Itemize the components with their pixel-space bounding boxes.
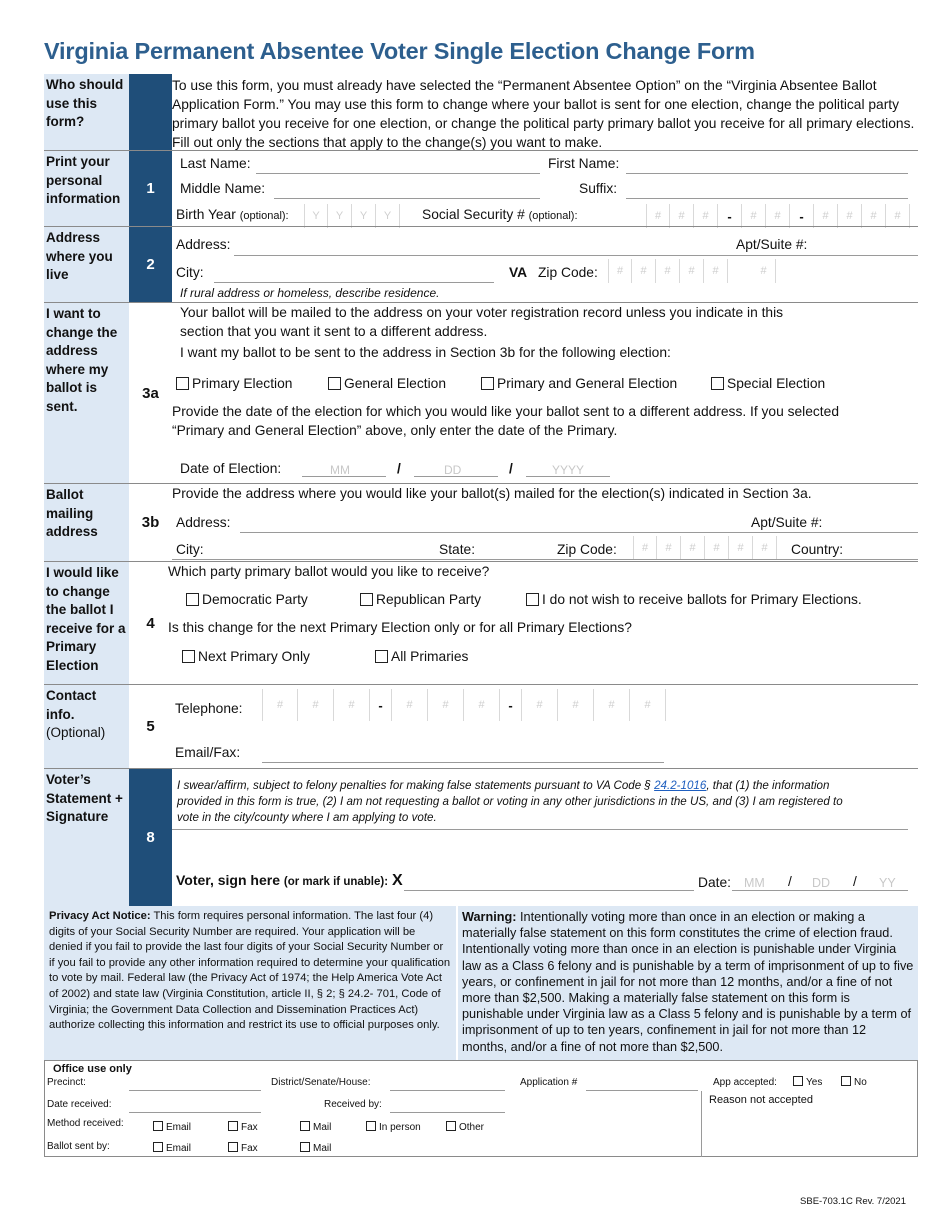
precinct-label: Precinct: <box>47 1077 86 1088</box>
zip-digit-box[interactable]: # <box>632 259 656 283</box>
ssn-dash: - <box>790 204 814 228</box>
section-label: Ballot mailing address <box>44 484 129 561</box>
option-label: Next Primary Only <box>198 649 310 664</box>
birth-year-text: Birth Year <box>176 207 236 222</box>
phone-digit-box[interactable]: # <box>392 689 428 721</box>
checkbox[interactable] <box>481 377 494 390</box>
method-received-label: Method received: <box>47 1118 124 1129</box>
ssn-digit-box[interactable]: # <box>766 204 790 228</box>
phone-digit-box[interactable]: # <box>522 689 558 721</box>
ssn-digit-box[interactable]: # <box>838 204 862 228</box>
apt-label: Apt/Suite #: <box>751 515 823 530</box>
ssn-digit-box[interactable]: # <box>742 204 766 228</box>
city-field[interactable] <box>214 282 494 283</box>
section-label: Who should use this form? <box>44 74 129 150</box>
office-title: Office use only <box>53 1063 132 1075</box>
ballot-mail-paragraph-1b: section that you want it sent to a different address. <box>180 324 488 339</box>
no-label: No <box>854 1077 867 1088</box>
contact-label: Contact info. <box>46 688 97 722</box>
method-in-person[interactable] <box>366 1121 421 1133</box>
warning-heading: Warning: <box>462 910 517 924</box>
sent-fax[interactable] <box>228 1142 258 1154</box>
section-contact-info <box>44 684 918 768</box>
checkbox[interactable] <box>300 1121 310 1131</box>
first-name-label: First Name: <box>548 156 620 171</box>
address-label: Address: <box>176 237 231 252</box>
address-label: Address: <box>176 515 231 530</box>
ssn-optional: (optional): <box>528 210 578 222</box>
method-label: Fax <box>241 1143 258 1154</box>
birth-year-optional: (optional): <box>239 210 289 222</box>
method-label: Email <box>166 1122 192 1133</box>
va-code-link[interactable]: 24.2-1016 <box>654 779 707 792</box>
zip-separator <box>728 259 752 283</box>
option-democratic[interactable] <box>186 592 308 607</box>
checkbox[interactable] <box>153 1121 163 1131</box>
privacy-text: This form requires personal information. The last four (4) digits of your Social Security Number are required. Your application will be denied if you fail to provide the last four digits of your Social Security Number or if you fail to provide any other information required to determine your qualification to vote by mail. Federal law (the Privacy Act of 1974; the Help America Vote Act of 2002) and state law (Virginia Constitution, article II, § 2; § 24.2- 701, Code of Virginia; the Government Data Collection and Dissemination Practices Act) authorize collecting this information and restrict its use to official purposes only. <box>49 910 451 1032</box>
option-label: General Election <box>344 376 447 391</box>
checkbox[interactable] <box>526 593 539 606</box>
oath-part-a: I swear/affirm, subject to felony penalties for making false statements pursuant to VA Code § <box>177 779 651 792</box>
option-republican[interactable] <box>360 592 481 607</box>
district-label: District/Senate/House: <box>271 1077 371 1088</box>
sign-date-month: MM <box>744 876 765 890</box>
option-next-primary[interactable] <box>182 649 310 664</box>
accepted-no[interactable] <box>841 1076 867 1088</box>
email-label: Email/Fax: <box>175 745 241 760</box>
section-voter-statement <box>44 768 918 906</box>
sent-mail[interactable] <box>300 1142 331 1154</box>
checkbox[interactable] <box>228 1121 238 1131</box>
received-by-field[interactable] <box>390 1112 505 1113</box>
zip-digit-box[interactable]: # <box>752 259 776 283</box>
section-content <box>172 151 918 226</box>
date-day-placeholder: DD <box>444 463 462 477</box>
option-all-primaries[interactable] <box>375 649 468 664</box>
telephone-boxes[interactable] <box>262 689 666 721</box>
section-number-block <box>129 74 172 150</box>
zip-digit-box[interactable]: # <box>681 536 705 560</box>
zip-digit-box[interactable]: # <box>656 259 680 283</box>
phone-digit-box[interactable]: # <box>262 689 298 721</box>
section-content <box>172 769 918 906</box>
date-received-field[interactable] <box>129 1112 261 1113</box>
option-primary-and-general[interactable] <box>481 374 677 393</box>
section-content <box>168 562 918 684</box>
contact-optional-label: (Optional) <box>46 725 106 740</box>
ssn-digit-box[interactable]: # <box>814 204 838 228</box>
method-label: Email <box>166 1143 192 1154</box>
option-special-election[interactable] <box>711 374 825 393</box>
phone-digit-box[interactable]: # <box>298 689 334 721</box>
method-label: Mail <box>313 1122 332 1133</box>
checkbox[interactable] <box>328 377 341 390</box>
zip-digit-box[interactable]: # <box>753 536 777 560</box>
zip-digit-box[interactable]: # <box>633 536 657 560</box>
oath-part-c: provided in this form is true, (2) I am not requesting a ballot or voting in any other jurisdictions in the US, and (3) I am registered to <box>177 795 843 808</box>
election-date-paragraph-b: “Primary and General Election” above, only enter the date of the Primary. <box>172 423 618 438</box>
checkbox[interactable] <box>186 593 199 606</box>
last-name-field[interactable] <box>256 173 540 174</box>
checkbox[interactable] <box>182 650 195 663</box>
state-label: State: <box>439 542 476 557</box>
section-content <box>172 303 918 483</box>
section-label: Print your personal information <box>44 151 129 226</box>
section-number: 8 <box>129 769 172 906</box>
section-label: Voter’s Statement + Signature <box>44 769 129 906</box>
zip-label: Zip Code: <box>557 542 617 557</box>
privacy-heading: Privacy Act Notice: <box>49 910 151 922</box>
method-label: Fax <box>241 1122 258 1133</box>
suffix-label: Suffix: <box>579 181 618 196</box>
telephone-label: Telephone: <box>175 701 243 716</box>
middle-name-field[interactable] <box>274 198 540 199</box>
section-content <box>172 685 918 768</box>
option-label: Primary and General Election <box>497 376 678 391</box>
option-label: Primary Election <box>192 376 293 391</box>
email-field[interactable] <box>262 762 664 763</box>
section-number: 4 <box>146 614 155 632</box>
received-by-label: Received by: <box>324 1099 382 1110</box>
sign-note: (or mark if unable): <box>283 876 389 888</box>
date-month-placeholder: MM <box>330 463 350 477</box>
ballot-mail-paragraph-2: I want my ballot to be sent to the address in Section 3b for the following election: <box>180 345 671 360</box>
suffix-field[interactable] <box>626 198 908 199</box>
date-of-election-label: Date of Election: <box>180 461 282 476</box>
section-primary-ballot <box>44 561 918 684</box>
office-use-section <box>44 1060 918 1157</box>
zip-boxes[interactable] <box>608 259 776 283</box>
section-who <box>44 74 918 150</box>
section-personal-info <box>44 150 918 226</box>
date-year-field[interactable] <box>526 476 610 477</box>
option-label: Republican Party <box>376 592 482 607</box>
checkbox[interactable] <box>841 1076 851 1086</box>
zip-digit-box[interactable]: # <box>704 259 728 283</box>
section-content <box>172 74 918 150</box>
section-content <box>172 227 918 302</box>
oath-divider <box>172 829 908 830</box>
phone-digit-box[interactable]: # <box>630 689 666 721</box>
date-slash: / <box>397 461 401 476</box>
section-content <box>172 484 918 561</box>
country-label: Country: <box>791 542 844 557</box>
city-label: City: <box>176 542 204 557</box>
first-name-field[interactable] <box>626 173 908 174</box>
oath-part-d: vote in the city/county where I am applying to vote. <box>177 811 437 824</box>
checkbox[interactable] <box>153 1142 163 1152</box>
section-number: 2 <box>129 227 172 302</box>
zip-boxes[interactable] <box>633 536 777 560</box>
date-slash: / <box>509 461 513 476</box>
mailing-intro: Provide the address where you would like your ballot(s) mailed for the election(s) indicated in Section 3a. <box>172 486 812 501</box>
year-digit-box[interactable]: Y <box>304 204 328 228</box>
date-label: Date: <box>698 875 731 890</box>
phone-dash: - <box>370 689 392 721</box>
section-label: I want to change the address where my ballot is sent. <box>44 303 129 483</box>
mailing-address-field[interactable] <box>240 532 918 533</box>
sign-here-text: Voter, sign here <box>176 872 280 888</box>
precinct-field[interactable] <box>129 1090 261 1091</box>
election-date-paragraph: Provide the date of the election for which you would like your ballot sent to a different address. If you selected <box>172 404 839 419</box>
middle-name-label: Middle Name: <box>180 181 266 196</box>
form-number: SBE-703.1C Rev. 7/2021 <box>800 1196 906 1207</box>
section-number: 3b <box>141 514 160 531</box>
ssn-boxes[interactable] <box>646 204 910 228</box>
fraud-warning <box>458 906 918 1060</box>
state-fixed: VA <box>509 265 528 280</box>
privacy-act-notice <box>44 906 456 1060</box>
district-field[interactable] <box>390 1090 505 1091</box>
sign-date-day: DD <box>812 876 831 890</box>
method-label: Mail <box>313 1143 332 1154</box>
option-primary-election[interactable] <box>176 374 292 393</box>
rural-note: If rural address or homeless, describe residence. <box>180 286 440 300</box>
method-label: Other <box>459 1122 485 1133</box>
method-mail[interactable] <box>300 1121 331 1133</box>
phone-digit-box[interactable]: # <box>594 689 630 721</box>
instructions-text: To use this form, you must already have selected the “Permanent Absentee Option” on the “Virginia Absentee Ballot Application Form.” You may use this form to change where your ballot is sent for one election, change the political party primary ballot you receive for one election, or change the political party primary ballot you receive for all primary elections. Fill out only the sections that apply to the change(s) you want to make. <box>172 78 915 150</box>
ssn-digit-box[interactable]: # <box>886 204 910 228</box>
date-received-label: Date received: <box>47 1099 112 1110</box>
ssn-digit-box[interactable]: # <box>646 204 670 228</box>
phone-digit-box[interactable]: # <box>428 689 464 721</box>
checkbox[interactable] <box>228 1142 238 1152</box>
sign-date-year: YY <box>879 876 896 890</box>
signature-field[interactable] <box>404 890 694 891</box>
apt-label: Apt/Suite #: <box>736 237 808 252</box>
zip-digit-box[interactable]: # <box>657 536 681 560</box>
address-field[interactable] <box>234 255 918 256</box>
birth-year-boxes[interactable] <box>304 204 400 228</box>
date-slash: / <box>853 874 857 889</box>
phone-digit-box[interactable]: # <box>464 689 500 721</box>
year-digit-box[interactable]: Y <box>352 204 376 228</box>
date-slash: / <box>788 874 792 889</box>
checkbox[interactable] <box>300 1142 310 1152</box>
phone-digit-box[interactable]: # <box>334 689 370 721</box>
section-label: I would like to change the ballot I receive for a Primary Election <box>44 562 129 684</box>
yes-label: Yes <box>806 1077 823 1088</box>
method-label: In person <box>379 1122 421 1133</box>
checkbox[interactable] <box>366 1121 376 1131</box>
section-number: 3a <box>142 384 159 402</box>
reason-not-accepted: Reason not accepted <box>709 1094 813 1106</box>
checkbox[interactable] <box>360 593 373 606</box>
date-year-placeholder: YYYY <box>552 463 585 477</box>
zip-label: Zip Code: <box>538 265 598 280</box>
method-other[interactable] <box>446 1121 484 1133</box>
checkbox[interactable] <box>375 650 388 663</box>
oath-text <box>177 778 917 826</box>
city-label: City: <box>176 265 204 280</box>
application-field[interactable] <box>586 1090 698 1091</box>
zip-digit-box[interactable]: # <box>608 259 632 283</box>
section-number: 5 <box>146 718 155 735</box>
scope-question: Is this change for the next Primary Election only or for all Primary Elections? <box>168 620 632 635</box>
checkbox[interactable] <box>176 377 189 390</box>
party-question: Which party primary ballot would you like to receive? <box>168 564 490 579</box>
checkbox[interactable] <box>793 1076 803 1086</box>
sign-date-field[interactable] <box>732 890 908 891</box>
ballot-mail-paragraph-1: Your ballot will be mailed to the address on your voter registration record unless you indicate in this <box>180 305 784 320</box>
option-general-election[interactable] <box>328 374 446 393</box>
year-digit-box[interactable]: Y <box>328 204 352 228</box>
section-residence-address <box>44 226 918 302</box>
warning-text: Intentionally voting more than once in an election or making a materially false statement on this form constitutes the crime of election fraud. Intentionally voting more than once in an election is punishable under Virginia law as a Class 6 felony and is punishable by a term of imprisonment of up to five years, or confinement in jail for not more than 12 months, and/or a fine of not more than $2,500. Making a materially false statement on this form is punishable under Virginia law as a Class 5 felony and is punishable by a term of imprisonment of up to ten years, confinement in jail for not more than 12 months, and/or a fine of not more than $2,500. <box>462 910 914 1054</box>
ssn-digit-box[interactable]: # <box>670 204 694 228</box>
ssn-label <box>422 207 578 222</box>
birth-year-label <box>176 207 289 222</box>
method-email[interactable] <box>153 1121 191 1133</box>
mailing-bottom-line <box>172 559 918 560</box>
zip-digit-box[interactable]: # <box>729 536 753 560</box>
option-label: Special Election <box>727 376 826 391</box>
checkbox[interactable] <box>446 1121 456 1131</box>
zip-digit-box[interactable]: # <box>705 536 729 560</box>
option-label: Democratic Party <box>202 592 308 607</box>
signature-label <box>176 872 403 890</box>
section-change-ballot-address <box>44 302 918 483</box>
zip-digit-box[interactable]: # <box>680 259 704 283</box>
option-label: All Primaries <box>391 649 469 664</box>
oath-part-b: , that (1) the information <box>706 779 830 792</box>
phone-digit-box[interactable]: # <box>558 689 594 721</box>
application-label: Application # <box>520 1077 578 1088</box>
reason-box-divider <box>701 1091 702 1157</box>
section-label <box>44 685 129 768</box>
phone-dash: - <box>500 689 522 721</box>
method-fax[interactable] <box>228 1121 258 1133</box>
option-label: I do not wish to receive ballots for Primary Elections. <box>542 592 862 607</box>
section-ballot-mailing-address <box>44 483 918 561</box>
ssn-digit-box[interactable]: # <box>862 204 886 228</box>
accepted-yes[interactable] <box>793 1076 822 1088</box>
ssn-digit-box[interactable]: # <box>694 204 718 228</box>
section-label: Address where you live <box>44 227 129 302</box>
sent-email[interactable] <box>153 1142 191 1154</box>
app-accepted-label: App accepted: <box>713 1077 777 1088</box>
option-no-primary[interactable] <box>526 592 862 607</box>
form-title: Virginia Permanent Absentee Voter Single Election Change Form <box>44 38 755 64</box>
ssn-text: Social Security # <box>422 207 525 222</box>
last-name-label: Last Name: <box>180 156 251 171</box>
section-number: 1 <box>129 151 172 226</box>
date-day-field[interactable] <box>414 476 498 477</box>
signature-x: X <box>391 872 403 889</box>
year-digit-box[interactable]: Y <box>376 204 400 228</box>
ssn-dash: - <box>718 204 742 228</box>
ballot-sent-label: Ballot sent by: <box>47 1141 110 1152</box>
date-month-field[interactable] <box>302 476 386 477</box>
checkbox[interactable] <box>711 377 724 390</box>
